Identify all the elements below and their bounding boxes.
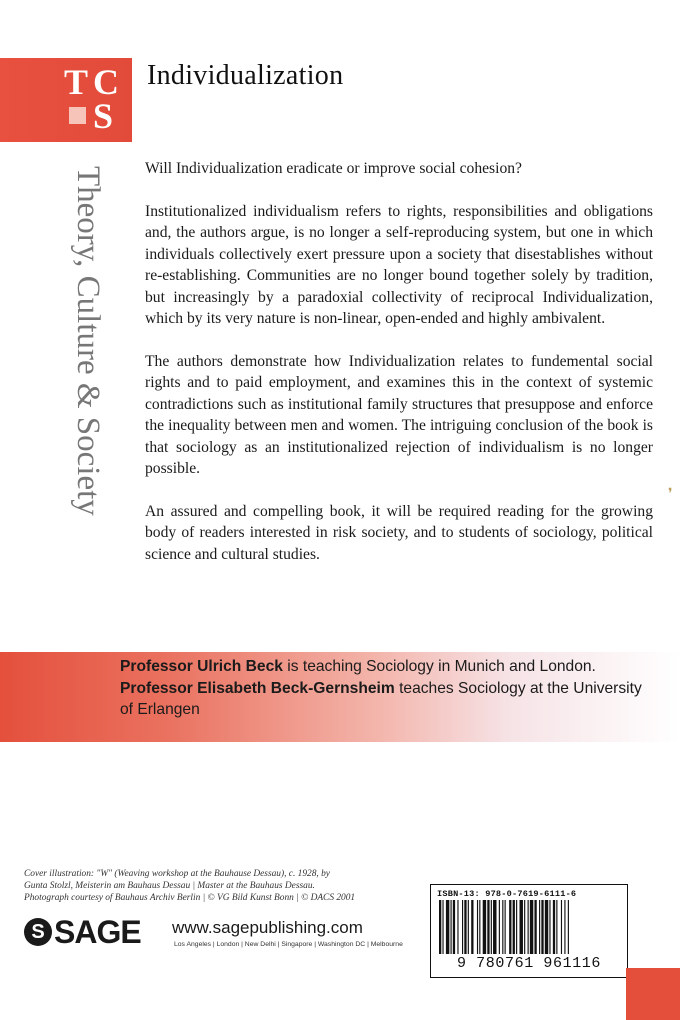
author-bio-1: is teaching Sociology in Munich and London. xyxy=(282,658,596,675)
barcode-box xyxy=(430,884,628,978)
barcode-bar xyxy=(528,900,529,954)
sage-logo-word: SAGE xyxy=(54,914,141,950)
barcode-bar xyxy=(509,900,511,954)
author-bios xyxy=(120,656,650,721)
barcode-bar xyxy=(479,900,480,954)
logo-letter-s: S xyxy=(93,96,114,136)
book-title: Individualization xyxy=(147,60,344,91)
author-bio-2: teaches Sociology at the University of Erlangen xyxy=(120,679,642,718)
author-name-1: Professor Ulrich Beck xyxy=(120,658,283,675)
barcode-bar xyxy=(483,900,486,954)
publisher-url[interactable]: www.sagepublishing.com xyxy=(172,918,363,937)
series-title-vertical: Theory, Culture & Society xyxy=(70,166,106,516)
barcode-bar xyxy=(462,900,463,954)
tcs-logo xyxy=(0,58,132,142)
sage-logo-icon xyxy=(24,918,52,946)
publisher-cities: Los Angeles | London | New Delhi | Singapore | Washington DC | Melbourne xyxy=(174,941,403,948)
barcode-number: 9 780761 961116 xyxy=(456,955,602,972)
barcode-bar xyxy=(457,900,458,954)
barcode-bar xyxy=(451,900,452,954)
barcode-bar xyxy=(477,900,478,954)
credit-line-1: Cover illustration: "W" (Weaving workshop at the Bauhause Dessau), c. 1928, by xyxy=(24,869,330,879)
blurb-paragraph-1: Institutionalized individualism refers to rights, responsibilities and obligations and, the authors argue, is no longer a self-reproducing system, but one in which individuals collectively exert pressure upon a society that disestablishes without re-establishing. Communities are no longer bound together solely by tradition, but increasingly by a paradoxial collectivity of reciprocal Individualization, which by its very nature is non-linear, open-ended and highly ambivalent. xyxy=(145,202,653,327)
logo-letter-c: C xyxy=(93,62,119,102)
barcode-bar xyxy=(513,900,515,954)
barcode-bar xyxy=(499,900,500,954)
barcode-bar xyxy=(491,900,492,954)
credit-line-3: Photograph courtesy of Bauhaus Archiv Berlin | © VG Bild Kunst Bonn | © DACS 2001 xyxy=(24,893,356,903)
decorative-mark-icon: ❜ xyxy=(668,487,673,502)
barcode-bar xyxy=(516,900,517,954)
publisher-block xyxy=(24,914,424,954)
barcode-bar xyxy=(568,900,569,954)
barcode-bar xyxy=(549,900,550,954)
barcode-bar xyxy=(524,900,525,954)
corner-color-block xyxy=(626,968,680,1020)
barcode-bar xyxy=(446,900,449,954)
barcode-bar xyxy=(468,900,469,954)
blurb-question: Will Individualization eradicate or improve social cohesion? xyxy=(145,160,522,177)
blurb-paragraph-2: The authors demonstrate how Individualization relates to fundemental social rights and to paid employment, and examines this in the context of systemic contradictions such as institutional family structures that presuppose and enforce the inequality between men and women. The intriguing conclusion of the book is that sociology as an institutionalized rejection of individualism is no longer possible. xyxy=(145,352,653,477)
barcode-bar xyxy=(530,900,533,954)
barcode-bar xyxy=(534,900,536,954)
barcode-bar xyxy=(539,900,540,954)
blurb xyxy=(145,158,653,586)
barcode-bar xyxy=(442,900,443,954)
barcode-bar xyxy=(487,900,489,954)
barcode-bar xyxy=(545,900,548,954)
cover-credits xyxy=(24,868,404,904)
barcode-bar xyxy=(502,900,503,954)
barcode-bar xyxy=(520,900,523,954)
tcs-logo-letters xyxy=(62,64,126,136)
barcode-bar xyxy=(561,900,562,954)
barcode-bar xyxy=(564,900,565,954)
credit-line-2: Gunta Stolzl, Meisterin am Bauhaus Dessau | Master at the Bauhaus Dessau. xyxy=(24,881,315,891)
logo-square-icon xyxy=(69,107,86,124)
barcode-image xyxy=(435,900,623,954)
barcode-bar xyxy=(471,900,473,954)
isbn-label: ISBN-13: 978-0-7619-6111-6 xyxy=(437,889,577,899)
author-name-2: Professor Elisabeth Beck-Gernsheim xyxy=(120,679,395,697)
logo-letter-t: T xyxy=(64,62,89,102)
barcode-bar xyxy=(493,900,496,954)
barcode-bar xyxy=(505,900,506,954)
barcode-bar xyxy=(464,900,466,954)
blurb-paragraph-3: An assured and compelling book, it will be required reading for the growing body of readers interested in risk society, and to students of sociology, political science and cultural studies. xyxy=(145,502,653,563)
barcode-bar xyxy=(553,900,555,954)
barcode-bar xyxy=(439,900,441,954)
barcode-bar xyxy=(453,900,455,954)
barcode-bar xyxy=(556,900,557,954)
barcode-bar xyxy=(541,900,543,954)
